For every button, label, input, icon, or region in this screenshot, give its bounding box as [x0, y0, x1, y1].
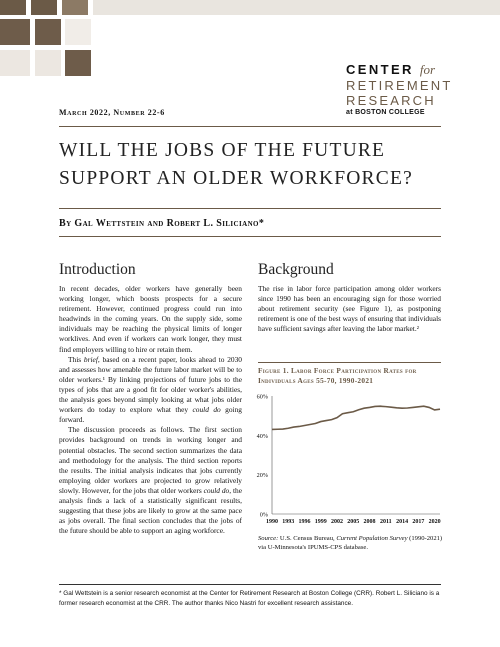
- background-heading: Background: [258, 261, 334, 278]
- intro-column: [59, 284, 242, 536]
- x-tick-label: 2020: [428, 519, 441, 525]
- lfp-line-chart: [248, 392, 448, 532]
- series-line: [272, 406, 440, 429]
- background-column: [258, 284, 441, 334]
- decor-block: [0, 19, 30, 45]
- decor-square: [31, 0, 57, 15]
- decor-block: [35, 19, 61, 45]
- footnote-rule: [59, 584, 441, 585]
- byline: By Gal Wettstein and Robert L. Siliciano*: [59, 218, 265, 229]
- figure-title: Figure 1. Labor Force Participation Rates for Individuals Ages 55-70, 1990-2021: [258, 366, 417, 385]
- decor-block: [0, 50, 30, 76]
- decor-block: [65, 19, 91, 45]
- intro-paragraph-3: The discussion proceeds as follows. The first section provides background on trends in working longer and potential obstacles. The second section summarizes the data and methodology for the analysis. The third section reports the results. The initial analysis indicates that jobs currently employing older workers are projected to grow relatively slowly. However, for the jobs that older workers could do, the analysis finds a lack of a statistically significant results, suggesting that these jobs are likely to grow at the same pace as jobs overall. The final section concludes that the jobs of the future should be able to support an aging workforce.: [59, 425, 242, 536]
- x-tick-label: 2017: [412, 519, 425, 525]
- y-tick-label: 40%: [256, 432, 268, 440]
- logo-line-center: CENTER for: [346, 62, 436, 77]
- y-tick-label: 60%: [256, 393, 268, 401]
- intro-paragraph-1: In recent decades, older workers have generally been working longer, which boosts prospects for a secure retirement. However, continued progress could run into headwinds in the coming years. On the supply side, some individuals may be reaching the physical limits of longer worklives. And even if workers can work longer, they must find employers willing to hire or retain them.: [59, 284, 242, 354]
- top-decor-band: [0, 0, 500, 15]
- figure-rule: [258, 362, 441, 363]
- page-title: WILL THE JOBS OF THE FUTURE SUPPORT AN OLDER WORKFORCE?: [59, 140, 413, 189]
- x-tick-label: 2014: [396, 519, 409, 525]
- header-rule: [59, 126, 441, 127]
- x-tick-label: 2008: [363, 519, 376, 525]
- x-tick-label: 1993: [282, 519, 295, 525]
- x-tick-label: 2011: [379, 519, 392, 525]
- decor-square: [0, 0, 26, 15]
- byline-rule: [59, 236, 441, 237]
- intro-paragraph-2: This brief, based on a recent paper, looks ahead to 2030 and assesses how amenable the future labor market will be to older workers.¹ By linking projections of future jobs to the types of jobs that are a good fit for older worker's abilities, the analysis goes beyond simply looking at what jobs older workers do today to explore what they could do going forward.: [59, 354, 242, 425]
- logo-line-college: at BOSTON COLLEGE: [346, 109, 425, 116]
- crr-logo: [346, 62, 456, 116]
- y-tick-label: 0%: [259, 511, 268, 519]
- title-rule: [59, 208, 441, 209]
- decor-square: [62, 0, 88, 15]
- decor-bar: [93, 0, 500, 15]
- x-tick-label: 2002: [331, 519, 344, 525]
- x-tick-label: 2005: [347, 519, 360, 525]
- x-tick-label: 1996: [298, 519, 311, 525]
- logo-line-retirement: RETIREMENT: [346, 78, 453, 93]
- footnote: * Gal Wettstein is a senior research economist at the Center for Retirement Research at Boston College (CRR). Robert L. Siliciano is a former research economist at the CRR. The author thanks Nico Nastri for excellent research assistance.: [59, 590, 440, 607]
- background-paragraph-1: The rise in labor force participation among older workers since 1990 has been an encouraging sign for those worried about retirement security (see Figure 1), as postponing retirement is one of the best ways of ensuring that individuals have sufficient savings after leaving the labor market.²: [258, 284, 441, 334]
- decor-block: [35, 50, 61, 76]
- x-tick-label: 1999: [314, 519, 327, 525]
- issue-number: March 2022, Number 22-6: [59, 108, 165, 117]
- x-tick-label: 1990: [266, 519, 278, 525]
- figure-source: Source: U.S. Census Bureau, Current Population Survey (1990-2021) via U-Minnesota's IPUMS-CPS database.: [258, 535, 443, 552]
- y-tick-label: 20%: [256, 472, 268, 480]
- logo-line-research: RESEARCH: [346, 93, 436, 108]
- intro-heading: Introduction: [59, 261, 136, 278]
- decor-block: [65, 50, 91, 76]
